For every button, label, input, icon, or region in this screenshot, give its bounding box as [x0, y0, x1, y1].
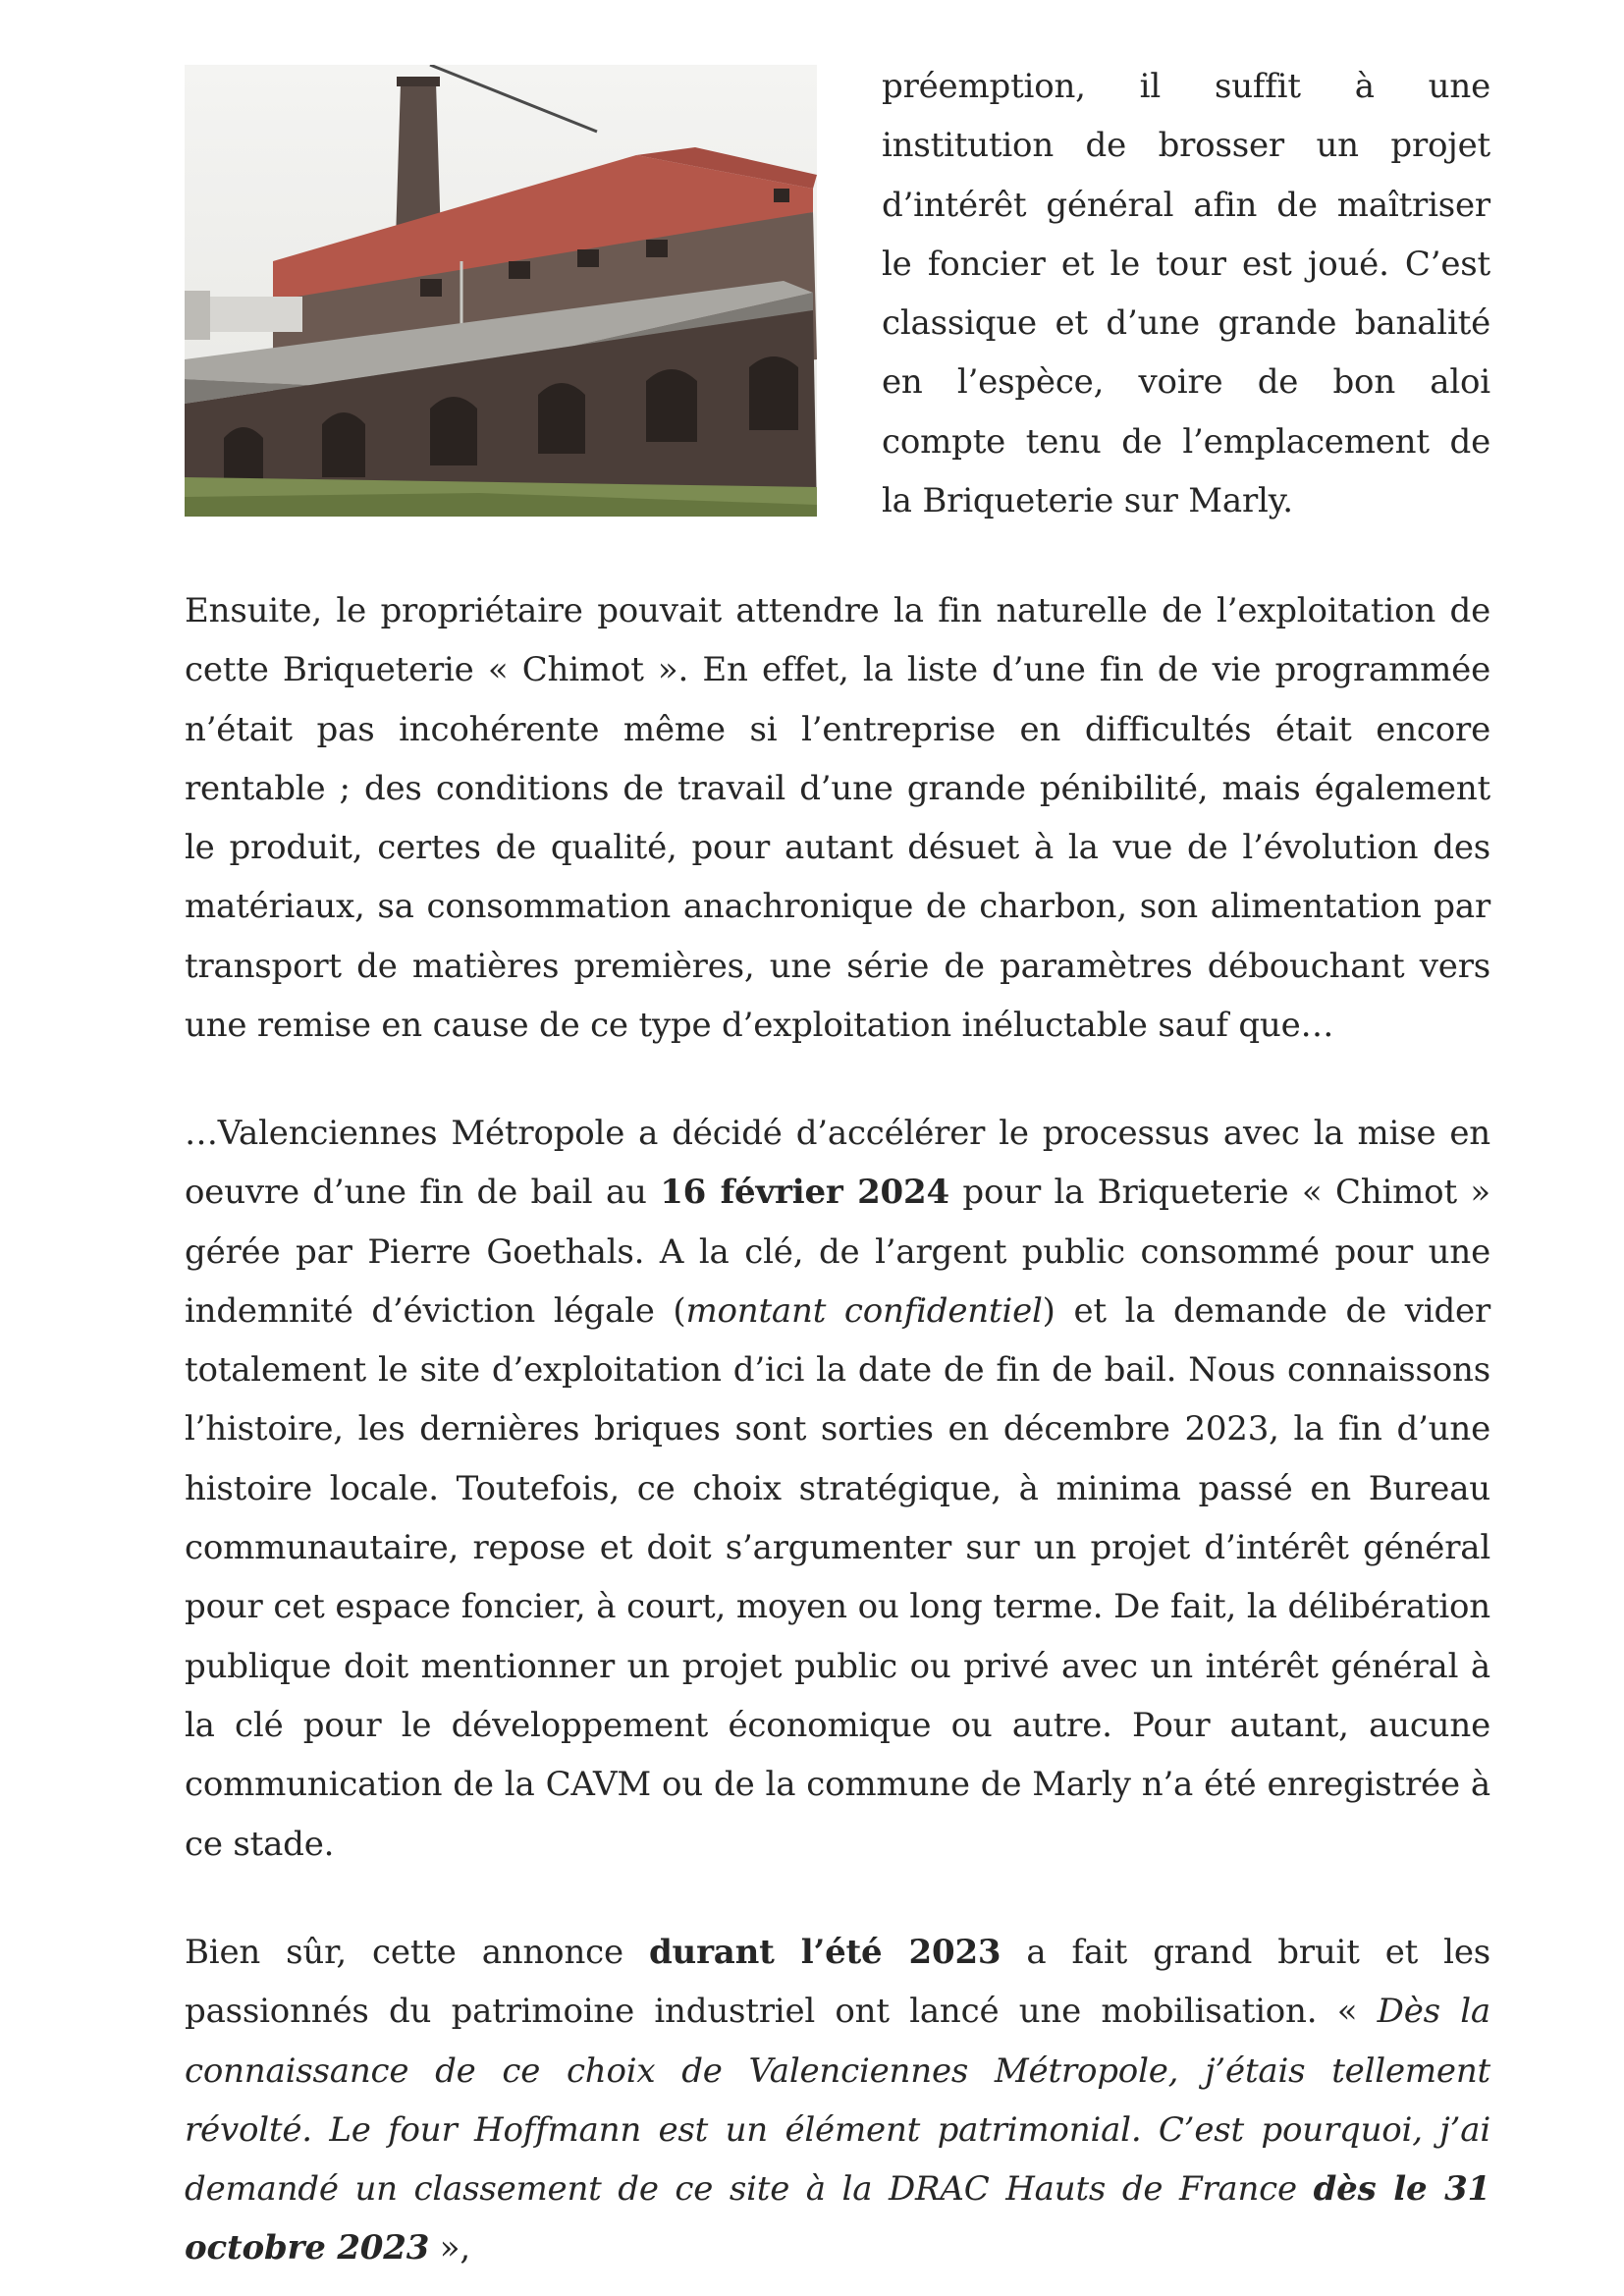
summer-2023-emphasis: durant l’été 2023: [648, 1933, 1001, 1972]
paragraph-3: [185, 1923, 1490, 2278]
brick-factory-photo: [185, 65, 817, 517]
photo-illustration: [185, 65, 817, 517]
paragraph-1: Ensuite, le propriétaire pouvait attendre la fin naturelle de l’exploitation de cette Briqueterie « Chimot ». En effet, la liste d’une fin de vie programmée n’était pas incohérente même si l’entreprise en difficultés était encore rentable ; des conditions de travail d’une grande pénibilité, mais également le produit, certes de qualité, pour autant désuet à la vue de l’évolution des matériaux, sa consommation anachronique de charbon, son alimentation par transport de matières premières, une série de paramètres débouchant vers une remise en cause de ce type d’exploitation inéluctable sauf que…: [185, 591, 1490, 1046]
confidential-amount-note: montant confidentiel: [685, 1290, 1043, 1331]
classification-request-date: dès le 31 octobre 2023: [185, 2169, 1490, 2269]
lease-end-date: 16 février 2024: [660, 1173, 949, 1213]
paragraph-2-text-b: pour la Briqueterie « Chimot » gérée par Pierre Goethals. A la clé, de l’argent public consommé pour une indemnité d’éviction légale (: [185, 1173, 1490, 1331]
paragraph-3-text-a: Bien sûr, cette annonce: [185, 1933, 649, 1972]
paragraph-3-text-b: a fait grand bruit et les passionnés du patrimoine industriel ont lancé une mobilisation. «: [185, 1933, 1490, 2032]
paragraph-3-text-c: »,: [429, 2228, 470, 2269]
paragraph-2-text-a: …Valenciennes Métropole a décidé d’accélérer le processus avec la mise en oeuvre d’une fin de bail au: [185, 1114, 1490, 1213]
quotation-text: Dès la connaissance de ce choix de Valenciennes Métropole, j’étais tellement révolté. Le four Hoffmann est un élément patrimonial. C’est pourquoi, j’ai demandé un classement de ce site à la DRAC Hauts de France: [185, 1992, 1490, 2210]
paragraph-2-text-c: ) et la demande de vider totalement le site d’exploitation d’ici la date de fin de bail. Nous connaissons l’histoire, les dernières briques sont sorties en décembre 2023, la fin d’une histoire locale. Toutefois, ce choix stratégique, à minima passé en Bureau communautaire, repose et doit s’argumenter sur un projet d’intérêt général pour cet espace foncier, à court, moyen ou long terme. De fait, la délibération publique doit mentionner un projet public ou privé avec un intérêt général à la clé pour le développement économique ou autre. Pour autant, aucune communication de la CAVM ou de la commune de Marly n’a été enregistrée à ce stade.: [185, 1290, 1490, 1864]
top-right-paragraph: préemption, il suffit à une institution de brosser un projet d’intérêt général afin de maîtriser le foncier et le tour est joué. C’est classique et d’une grande banalité en l’espèce, voire de bon aloi compte tenu de l’emplacement de la Briqueterie sur Marly.: [882, 67, 1490, 521]
paragraph-2: [185, 1104, 1490, 1874]
